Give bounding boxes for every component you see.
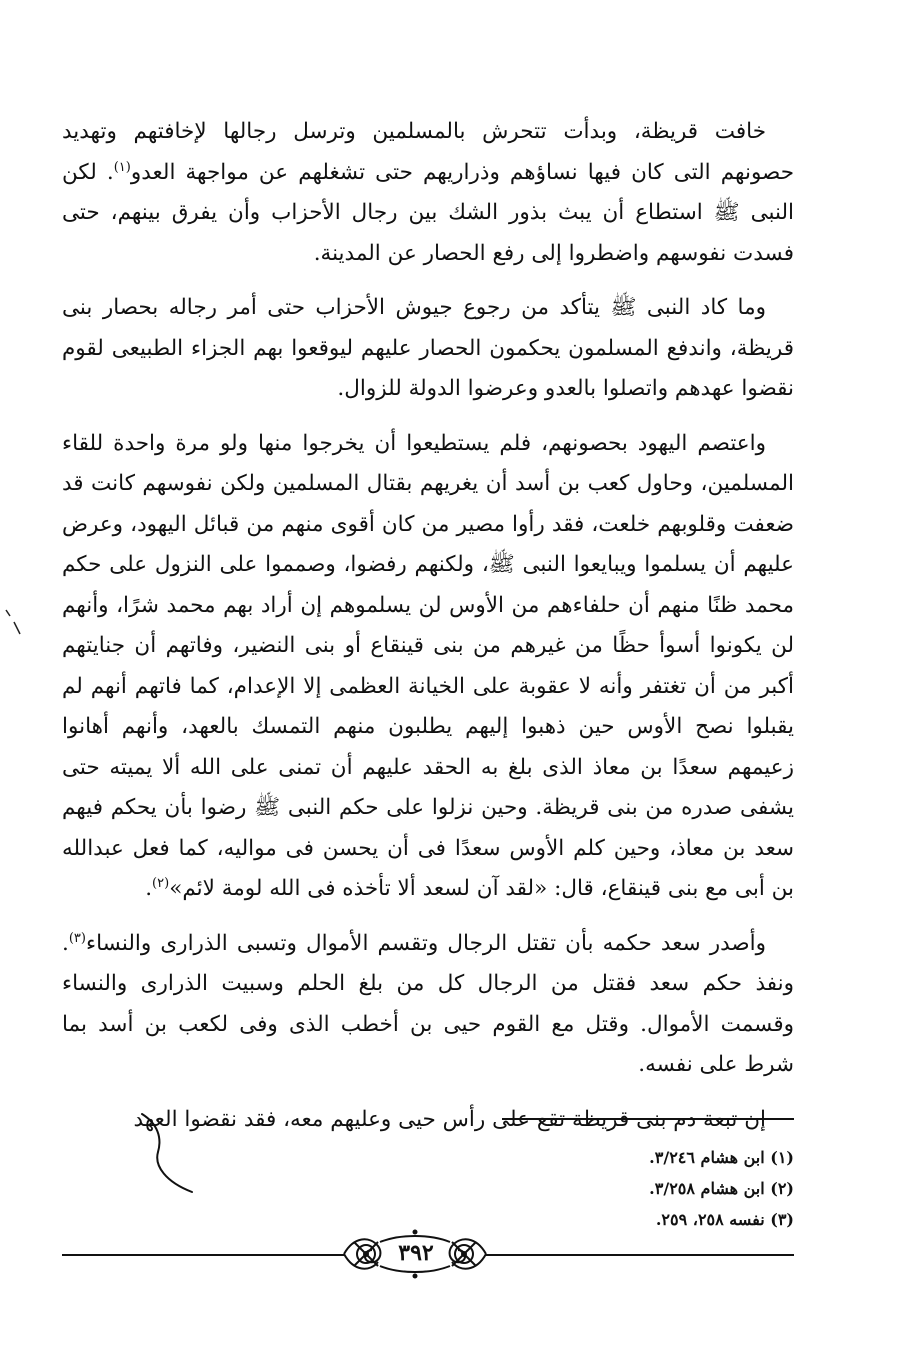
footnote-ref-1: (١): [113, 159, 131, 175]
margin-pen-stroke: [136, 1110, 200, 1196]
paragraph-4-text-cont: . ونفذ حكم سعد فقتل من الرجال كل من بلغ الحلم وسبيت الذرارى والنساء وقسمت الأموال. وقتل مع القوم حيى بن أخطب الذى وفى لكعب بن أسد بما شرط على نفسه.: [62, 930, 794, 1077]
paragraph-5: إن تبعة دم بنى قريظة تقع على رأس حيى وعليهم معه، فقد نقضوا العهد: [133, 1106, 766, 1132]
paragraph-1: [62, 112, 794, 274]
bottom-rule-right: [486, 1254, 794, 1256]
paragraph-1-text: خافت قريظة، وبدأت تتحرش بالمسلمين وترسل رجالها لإخافتهم وتهديد حصونهم التى كان فيها نساؤهم وذراريهم حتى تشغلهم عن مواجهة العدو: [62, 119, 794, 185]
paragraph-3: [62, 424, 794, 910]
footnote-1: (١) ابن هشام ٣/٢٤٦.: [649, 1148, 794, 1167]
bottom-rule-left: [62, 1254, 344, 1256]
paragraph-1-text-cont: . لكن النبى ﷺ استطاع أن يبث بذور الشك بين رجال الأحزاب وأن يفرق بينهم، حتى فسدت نفوسهم واضطروا إلى رفع الحصار عن المدينة.: [62, 159, 794, 266]
main-text: [62, 112, 794, 1154]
paragraph-4-text: وأصدر سعد حكمه بأن تقتل الرجال وتقسم الأموال وتسبى الذرارى والنساء: [85, 930, 766, 956]
page-number: ٣٩٢: [398, 1240, 434, 1266]
footnotes: [500, 1142, 794, 1235]
paragraph-2: وما كاد النبى ﷺ يتأكد من رجوع جيوش الأحزاب حتى أمر رجاله بحصار بنى قريظة، واندفع المسلمون يحكمون الحصار عليهم ليوقعوا بهم الجزاء الطبيعى لقوم نقضوا عهدهم واتصلوا بالعدو وعرضوا الدولة للزوال.: [62, 295, 794, 401]
footnote-ref-3: (٣): [68, 930, 86, 946]
footnote-ref-2: (٢): [152, 875, 170, 891]
margin-tick-mark: [0, 604, 30, 644]
footnote-2: (٢) ابن هشام ٣/٢٥٨.: [649, 1179, 794, 1198]
footnote-3: (٣) نفسه ٢٥٨، ٢٥٩.: [655, 1210, 794, 1229]
paragraph-3-text: واعتصم اليهود بحصونهم، فلم يستطيعوا أن يخرجوا منها ولو مرة واحدة للقاء المسلمين، وحاول كعب بن أسد أن يغريهم بقتال المسلمين ولكن نفوسهم كانت قد ضعفت وقلوبهم خلعت، فقد رأوا مصير من كان أقوى منهم من قبائل اليهود، وعرض عليهم أن يسلموا ويبايعوا النبى ﷺ، ولكنهم رفضوا، وصمموا على النزول على حكم محمد ظنًا منهم أن حلفاءهم من الأوس لن يسلموهم إن أراد بهم محمد شرًا، وأنهم لن يكونوا أسوأ حظًا من غيرهم من بنى قينقاع أو بنى النضير، وفاتهم أن جنايتهم أكبر من أن تغتفر وأنه لا عقوبة على الخيانة العظمى إلا الإعدام، كما فاتهم أنهم لم يقبلوا نصح الأوس حين ذهبوا إليهم يطلبون منهم التمسك بالعهد، وأنهم أهانوا زعيمهم سعدًا بن معاذ الذى بلغ به الحقد عليهم أن تمنى على الله ألا يميته حتى يشفى صدره من بنى قريظة. وحين نزلوا على حكم النبى ﷺ رضوا بأن يحكم فيهم سعد بن معاذ، وحين كلم الأوس سعدًا فى أن يحسن فى مواليه، كما فعل عبدالله بن أبى مع بنى قينقاع، قال: «لقد آن لسعد ألا تأخذه فى الله لومة لائم»: [62, 430, 794, 901]
paragraph-4: [62, 924, 794, 1086]
footnote-divider: [502, 1118, 794, 1120]
paragraph-3-text-cont: .: [145, 876, 153, 901]
